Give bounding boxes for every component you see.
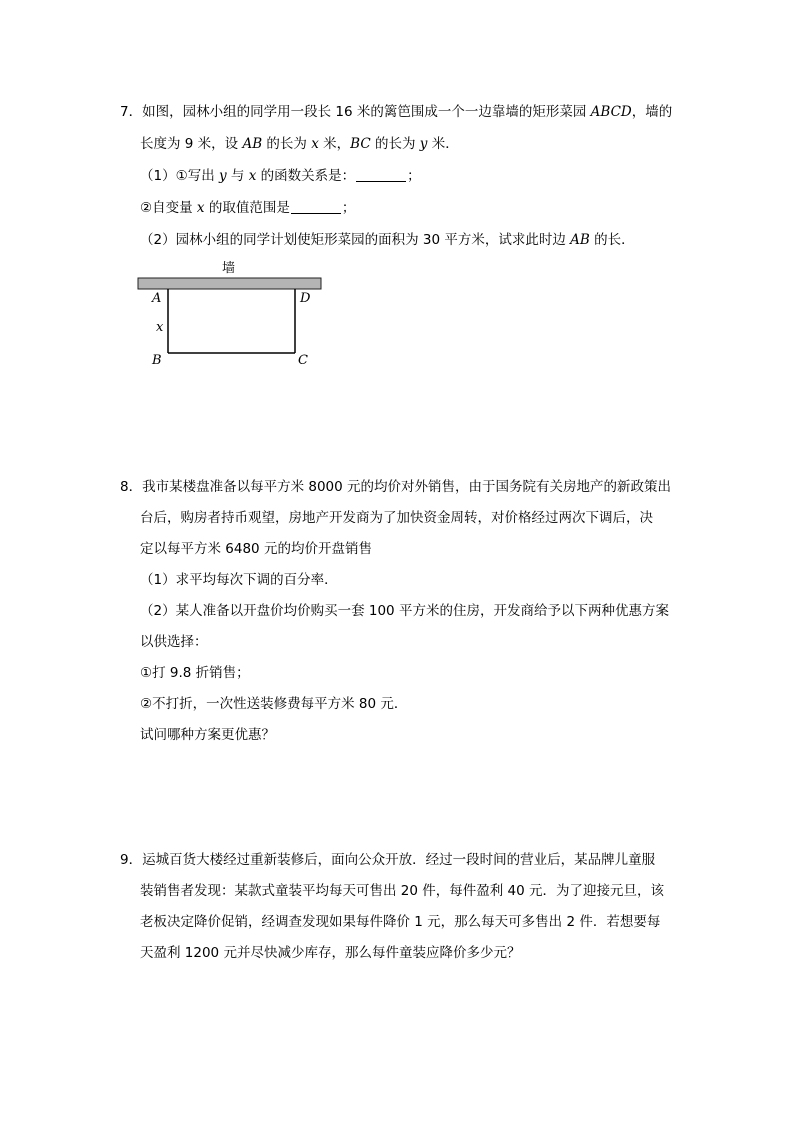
- q8-question: 试问哪种方案更优惠？: [140, 727, 275, 743]
- q7-line-1: 7．如图，园林小组的同学用一段长 16 米的篱笆围成一个一边靠墙的矩形菜园 ABCD，墙的: [120, 104, 673, 120]
- q8-part2: （2）某人准备以开盘价均价购买一套 100 平方米的住房，开发商给予以下两种优惠方案: [140, 603, 669, 619]
- label-x: x: [156, 320, 164, 335]
- label-A: A: [152, 291, 162, 306]
- answer-blank-function[interactable]: [356, 168, 406, 182]
- q8-line-3: 定以每平方米 6480 元的均价开盘销售: [140, 541, 372, 557]
- label-C: C: [298, 353, 308, 368]
- label-B: B: [152, 353, 162, 368]
- q7-line-2: 长度为 9 米，设 AB 的长为 x 米，BC 的长为 y 米．: [140, 136, 459, 152]
- q8-part2-cont: 以供选择：: [140, 634, 208, 650]
- q9-line-1: 9．运城百货大楼经过重新装修后，面向公众开放．经过一段时间的营业后，某品牌儿童服: [120, 852, 656, 868]
- q7-part1-b: ②自变量 x 的取值范围是 ；: [140, 200, 356, 216]
- q8-line-1: 8．我市某楼盘准备以每平方米 8000 元的均价对外销售，由于国务院有关房地产的新政策出: [120, 479, 672, 495]
- answer-blank-domain[interactable]: [291, 200, 341, 214]
- q9-line-3: 老板决定降价促销，经调查发现如果每件降价 1 元，那么每天可多售出 2 件．若想要每: [140, 914, 661, 930]
- q9-line-2: 装销售者发现：某款式童装平均每天可售出 20 件，每件盈利 40 元．为了迎接元旦，该: [140, 883, 665, 899]
- q9-line-4: 天盈利 1200 元并尽快减少库存，那么每件童装应降价多少元？: [140, 945, 521, 961]
- q7-part2: （2）园林小组的同学计划使矩形菜园的面积为 30 平方米，试求此时边 AB 的长．: [140, 232, 635, 248]
- q7-part1-a: （1）①写出 y 与 x 的函数关系是： ；: [140, 168, 421, 184]
- q7-number: 7．: [120, 104, 143, 120]
- q8-part1: （1）求平均每次下调的百分率．: [140, 572, 338, 588]
- rectangle-garden-figure: [130, 255, 340, 375]
- wall-label: 墙: [222, 261, 236, 276]
- q8-option-1: ①打 9.8 折销售；: [140, 665, 250, 681]
- q8-option-2: ②不打折，一次性送装修费每平方米 80 元．: [140, 696, 408, 712]
- q8-line-2: 台后，购房者持币观望，房地产开发商为了加快资金周转，对价格经过两次下调后，决: [140, 510, 653, 526]
- wall: [138, 278, 321, 289]
- label-D: D: [300, 291, 311, 306]
